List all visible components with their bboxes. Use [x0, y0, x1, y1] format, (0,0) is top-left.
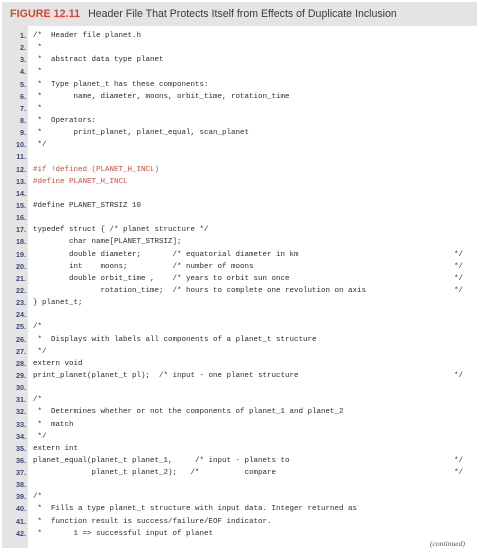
- code-text: *: [33, 44, 43, 53]
- code-line: [0, 236, 479, 248]
- code-text: #define PLANET_H_INCL: [33, 177, 128, 186]
- code-line: [0, 164, 479, 176]
- line-number: 42.: [16, 528, 26, 538]
- figure-title: Header File That Protects Itself from Effects of Duplicate Inclusion: [88, 8, 397, 20]
- line-number: 1.: [20, 31, 26, 40]
- code-text: *: [33, 68, 43, 77]
- code-line: [0, 285, 479, 297]
- code-text: } planet_t;: [33, 299, 83, 308]
- line-number: 20.: [16, 261, 26, 271]
- code-line: [0, 419, 479, 431]
- code-text: planet_equal(planet_t planet_1, /* input - planets to: [33, 456, 290, 465]
- figure-label: FIGURE 12.11: [10, 8, 81, 20]
- code-line: [0, 273, 479, 285]
- code-text: planet_t planet_2); /* compare: [33, 469, 277, 478]
- line-number: 8.: [20, 115, 26, 125]
- code-line: [0, 309, 479, 321]
- comment-close: */: [454, 262, 464, 271]
- line-number: 29.: [16, 370, 26, 380]
- code-line: [0, 370, 479, 382]
- code-text: * Fills a type planet_t structure with input data. Integer returned as: [33, 505, 358, 514]
- code-text: * Operators:: [33, 116, 97, 125]
- code-text: int moons; /* number of moons: [33, 262, 254, 271]
- code-text: * function result is success/failure/EOF indicator.: [33, 517, 272, 526]
- code-line: [0, 54, 479, 66]
- line-number: 38.: [16, 480, 26, 490]
- code-text: /* Header file planet.h: [33, 32, 142, 40]
- line-number: 23.: [16, 298, 26, 308]
- code-text: extern int: [33, 444, 79, 453]
- code-listing: [0, 30, 479, 540]
- comment-close: */: [454, 250, 464, 259]
- code-line: [0, 321, 479, 333]
- code-line: [0, 249, 479, 261]
- line-number: 11.: [16, 152, 26, 162]
- code-line: [0, 200, 479, 212]
- line-number: 39.: [16, 492, 26, 502]
- line-number: 37.: [16, 468, 26, 478]
- code-text: * Type planet_t has these components:: [33, 80, 209, 89]
- code-line: [0, 103, 479, 115]
- code-line: [0, 443, 479, 455]
- line-number: 21.: [16, 273, 26, 283]
- comment-close: */: [454, 286, 464, 295]
- line-number: 26.: [16, 334, 26, 344]
- code-text: */: [33, 347, 47, 356]
- code-line: [0, 261, 479, 273]
- comment-close: */: [454, 274, 464, 283]
- line-number: 6.: [20, 91, 26, 101]
- code-line: [0, 467, 479, 479]
- code-line: [0, 212, 479, 224]
- line-number: 30.: [16, 383, 26, 393]
- code-line: [0, 491, 479, 503]
- code-line: [0, 334, 479, 346]
- code-text: * Determines whether or not the components of planet_1 and planet_2: [33, 408, 344, 417]
- code-text: #if !defined (PLANET_H_INCL): [33, 165, 160, 174]
- line-number: 2.: [20, 43, 26, 53]
- code-line: [0, 479, 479, 491]
- code-text: /*: [33, 396, 43, 405]
- code-line: [0, 528, 479, 540]
- code-text: double diameter; /* equatorial diameter in km: [33, 250, 299, 259]
- code-line: [0, 176, 479, 188]
- line-number: 16.: [16, 213, 26, 223]
- line-number: 27.: [16, 346, 26, 356]
- line-number: 7.: [20, 103, 26, 113]
- code-text: print_planet(planet_t pl); /* input - one planet structure: [33, 371, 299, 380]
- line-number: 36.: [16, 455, 26, 465]
- code-text: char name[PLANET_STRSIZ];: [33, 238, 182, 247]
- code-line: [0, 30, 479, 42]
- code-text: * match: [33, 420, 74, 429]
- line-number: 41.: [16, 516, 26, 526]
- comment-close: */: [454, 371, 464, 380]
- code-text: */: [33, 141, 47, 150]
- line-number: 24.: [16, 310, 26, 320]
- line-number: 4.: [20, 67, 26, 77]
- line-number: 35.: [16, 443, 26, 453]
- code-line: [0, 406, 479, 418]
- figure-caption-bar: [2, 2, 477, 26]
- line-number: 15.: [16, 200, 26, 210]
- line-number: 22.: [16, 285, 26, 295]
- line-number: 9.: [20, 128, 26, 138]
- code-line: [0, 139, 479, 151]
- line-number: 13.: [16, 176, 26, 186]
- line-number: 19.: [16, 249, 26, 259]
- code-text: * Displays with labels all components of a planet_t structure: [33, 335, 317, 344]
- line-number: 18.: [16, 237, 26, 247]
- comment-close: */: [454, 456, 464, 465]
- code-line: [0, 151, 479, 163]
- line-number: 10.: [16, 140, 26, 150]
- line-number: 32.: [16, 407, 26, 417]
- line-number: 28.: [16, 358, 26, 368]
- code-line: [0, 346, 479, 358]
- code-text: #define PLANET_STRSIZ 10: [33, 201, 142, 210]
- code-line: [0, 79, 479, 91]
- code-text: rotation_time; /* hours to complete one revolution on axis: [33, 286, 367, 295]
- code-text: */: [33, 432, 47, 441]
- code-line: [0, 394, 479, 406]
- code-text: * abstract data type planet: [33, 56, 164, 65]
- code-line: [0, 431, 479, 443]
- code-text: typedef struct { /* planet structure */: [33, 226, 209, 235]
- code-line: [0, 224, 479, 236]
- continued-note: (continued): [429, 539, 465, 548]
- line-number: 34.: [16, 431, 26, 441]
- line-number: 14.: [16, 188, 26, 198]
- code-text: *: [33, 104, 43, 113]
- code-text: * 1 => successful input of planet: [33, 529, 214, 538]
- code-text: double orbit_time , /* years to orbit sun once: [33, 274, 290, 283]
- line-number: 5.: [20, 79, 26, 89]
- code-text: extern void: [33, 359, 83, 368]
- code-line: [0, 503, 479, 515]
- code-line: [0, 91, 479, 103]
- code-line: [0, 42, 479, 54]
- line-number: 31.: [16, 395, 26, 405]
- code-line: [0, 382, 479, 394]
- line-number: 3.: [20, 55, 26, 65]
- line-number: 17.: [16, 225, 26, 235]
- code-line: [0, 188, 479, 200]
- code-line: [0, 455, 479, 467]
- code-line: [0, 66, 479, 78]
- code-text: /*: [33, 493, 43, 502]
- code-text: * name, diameter, moons, orbit_time, rotation_time: [33, 92, 290, 101]
- line-number: 40.: [16, 504, 26, 514]
- code-line: [0, 127, 479, 139]
- comment-close: */: [454, 469, 464, 478]
- code-text: * print_planet, planet_equal, scan_planet: [33, 129, 250, 138]
- line-number: 33.: [16, 419, 26, 429]
- code-line: [0, 516, 479, 528]
- code-line: [0, 115, 479, 127]
- line-number: 12.: [16, 164, 26, 174]
- code-line: [0, 297, 479, 309]
- code-line: [0, 358, 479, 370]
- code-text: /*: [33, 323, 43, 332]
- line-number: 25.: [16, 322, 26, 332]
